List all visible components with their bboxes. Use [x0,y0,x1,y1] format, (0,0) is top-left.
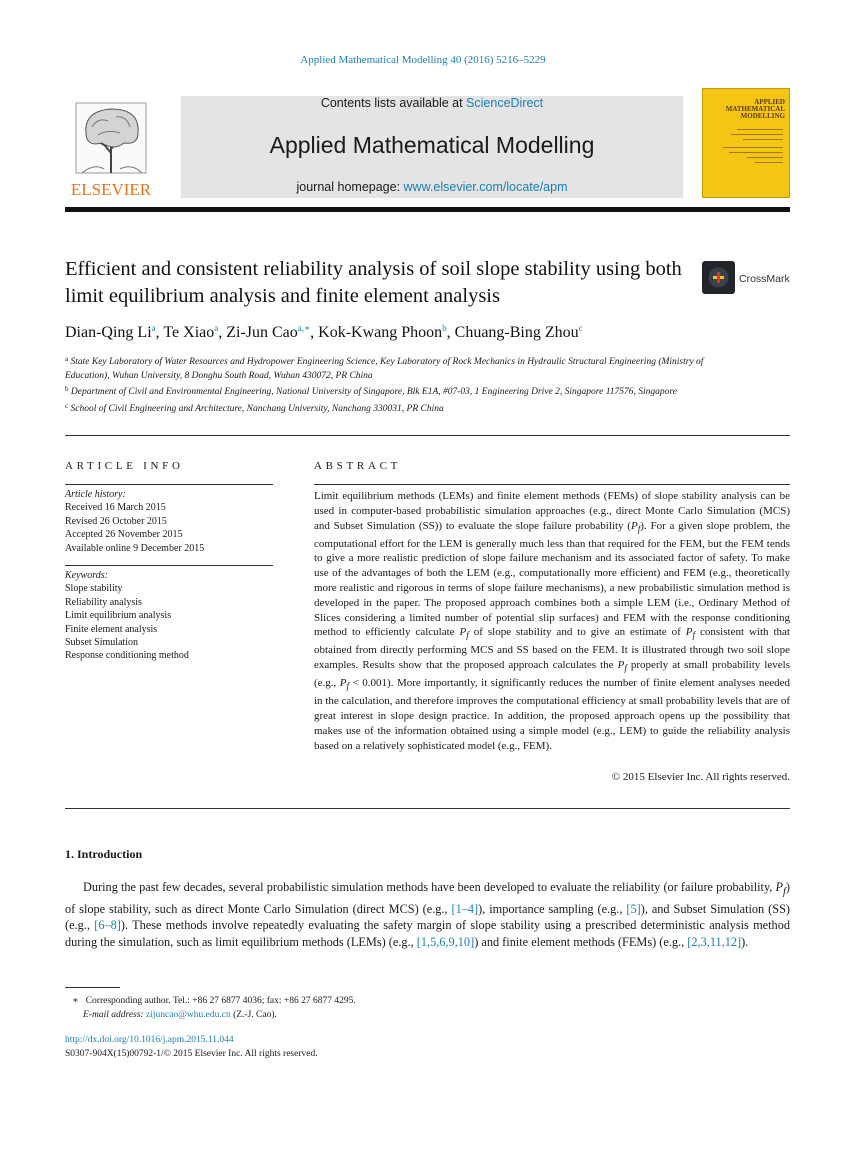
affiliation-marker[interactable]: b [442,323,447,333]
journal-masthead [181,96,683,198]
author-name[interactable]: Dian-Qing Li [65,324,152,341]
history-item: Revised 26 October 2015 [65,515,167,527]
affiliation-item: $^c$ School of Civil Engineering and Architecture, Nanchang University, Nanchang 330031, PR China [65,401,444,414]
author-name[interactable]: Kok-Kwang Phoon [318,324,443,341]
email-note: E-mail address: zijuncao@whu.edu.cn (Z.-J. Cao). [83,1010,277,1020]
affiliation-marker[interactable]: a [214,323,219,333]
introduction-paragraph: During the past few decades, several probabilistic simulation methods have been developed to evaluate the reliability (or failure probability, $P_f$) of slope stability, such as direct Monte Carlo Simulation (direct MCS) (e.g., [1–4]), importance sampling (e.g., [5]), and Subset Simulation (SS) (e.g., [6–8]). These methods involve repeatedly evaluating the safety margin of slope stability using a prescribed deterministic analysis method during the simulation, such as limit equilibrium methods (LEMs) (e.g., [1,5,6,9,10]) and finite element methods (FEMs) (e.g., [2,3,11,12]). [65,880,790,949]
doi-block [65,1034,318,1061]
affiliation-marker[interactable]: a,∗ [297,323,311,333]
author-name[interactable]: Zi-Jun Cao [226,324,298,341]
affiliations [65,353,705,416]
journal-title: Applied Mathematical Modelling [269,132,595,158]
history-item: Available online 9 December 2015 [65,542,205,554]
article-title: Efficient and consistent reliability analysis of soil slope stability using both limit equilibrium analysis and finite element analysis [65,258,682,307]
history-item: Accepted 26 November 2015 [65,529,183,541]
section-divider [65,435,790,436]
tree-icon [76,103,146,173]
contents-line: Contents lists available at ScienceDirect [320,96,544,110]
cover-title: APPLIED MATHEMATICAL MODELLING [725,98,785,120]
issn-line: S0307-904X(15)00792-1/© 2015 Elsevier Inc. All rights reserved. [65,1048,318,1059]
history-item: Received 16 March 2015 [65,502,166,514]
homepage-line: journal homepage: www.elsevier.com/locate/apm [296,180,568,194]
keyword-item: Slope stability [65,583,123,595]
affiliation-marker[interactable]: a [151,323,156,333]
keyword-item: Response conditioning method [65,650,189,662]
article-info-rule [65,565,273,566]
footnote [65,994,665,1022]
affiliation-item: $^b$ Department of Civil and Environmental Engineering, National University of Singapore, Blk E1A, #07-03, 1 Engineering Drive 2, Singapore 117576, Singapore [65,385,677,397]
email-link[interactable]: zijuncao@whu.edu.cn [145,1010,231,1020]
abstract-heading: ABSTRACT [314,460,402,472]
author-name[interactable]: Chuang-Bing Zhou [454,324,579,341]
affiliation-marker[interactable]: c [578,323,583,333]
crossmark-label: CrossMark [739,273,790,285]
author-name[interactable]: Te Xiao [163,324,215,341]
sciencedirect-link[interactable]: ScienceDirect [466,96,544,110]
keyword-item: Finite element analysis [65,623,158,635]
abstract-rule [314,484,790,485]
journal-citation[interactable]: Applied Mathematical Modelling 40 (2016) 5216–5229 [300,54,546,66]
keyword-item: Reliability analysis [65,596,142,608]
keyword-item: Limit equilibrium analysis [65,610,172,622]
abstract-text: Limit equilibrium methods (LEMs) and finite element methods (FEMs) of slope stability analysis can be used in computer-based probabilistic simulation approaches (e.g., direct Monte Carlo Simulation (MCS) and Subset Simulation (SS)) to evaluate the slope failure probability $(P_f)$. For a given slope problem, the computational effort for the LEM is generally much less than that required for the FEM, but the FEM tends to give a more realistic prediction of slope failure mechanism and its associated factor of safety. To make use of the advantages of both the LEM (e.g., computationally more efficient) and FEM (e.g., theoretically more realistic and rigorous in terms of slope failure mechanisms), a new probabilistic simulation method is developed in the paper. The proposed approach combines both a simple LEM (i.e., Ordinary Method of Slices considering a limited number of potential slip surfaces) and FEM with the response conditioning method to efficiently calculate $P_f$ of slope stability and to give an estimate of $P_f$ consistent with that obtained from directly performing MCS and SS based on the FEM. It is illustrated through two soil slope examples. Results show that the proposed approach calculates the $P_f$ properly at small probability levels (e.g., $P_f < 0.001$). More importantly, it significantly reduces the number of finite element analyses needed in the calculation, and therefore improves the computational efficiency at small probability levels that are of great interest in slope design practice. In addition, the proposed approach opens up the possibility that makes use of the information obtained using a simple model (e.g., LEM) to guide the reliability analysis based on a relatively sophisticated model (e.g., FEM). [314,490,790,752]
reference-link[interactable]: [5] [626,901,641,916]
article-info-heading: ARTICLE INFO [65,460,184,472]
elsevier-logo [64,97,158,200]
reference-link[interactable]: [6–8] [94,918,121,933]
article-info-rule [65,484,273,485]
doi-link[interactable]: http://dx.doi.org/10.1016/j.apm.2015.11.044 [65,1035,234,1045]
corresponding-author-note: ∗ Corresponding author. Tel.: +86 27 6877 4036; fax: +86 27 6877 4295. [72,996,356,1006]
crossmark-icon [702,261,735,294]
keywords [65,569,275,663]
crossmark-badge[interactable] [702,261,792,297]
article-history [65,488,275,555]
elsevier-wordmark: ELSEVIER [70,180,152,199]
section-heading-introduction: 1. Introduction [65,847,143,861]
abstract-copyright: © 2015 Elsevier Inc. All rights reserved. [611,771,790,783]
author-list: Dian-Qing Li$^a$, Te Xiao$^a$, Zi-Jun Cao$^{a,∗}$, Kok-Kwang Phoon$^b$, Chuang-Bing Zhou$^c$ [65,323,583,341]
reference-link[interactable]: [1–4] [451,901,479,916]
journal-cover[interactable] [702,88,790,198]
homepage-link[interactable]: www.elsevier.com/locate/apm [403,180,568,194]
header-rule [65,207,790,212]
section-divider [65,808,790,809]
footnote-rule [65,987,120,988]
keywords-label: Keywords: [65,570,108,581]
reference-link[interactable]: [1,5,6,9,10] [416,934,475,949]
reference-link[interactable]: [2,3,11,12] [687,934,742,949]
history-label: Article history: [65,489,126,500]
keyword-item: Subset Simulation [65,637,139,649]
affiliation-item: $^a$ State Key Laboratory of Water Resources and Hydropower Engineering Science, Key Laboratory of Rock Mechanics in Hydraulic Structural Engineering (Ministry of Education), Wuhan University, 8 Donghu South Road, Wuhan 430072, PR China [65,355,704,381]
